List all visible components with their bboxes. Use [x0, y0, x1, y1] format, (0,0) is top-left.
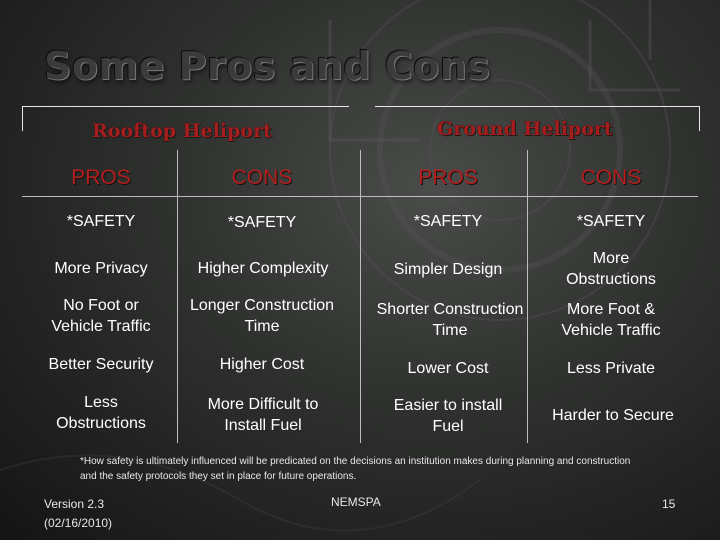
header-divider: [22, 196, 698, 197]
organization-label: NEMSPA: [331, 495, 381, 509]
table-cell: Harder to Secure: [552, 407, 674, 424]
table-cell: Simpler Design: [393, 261, 503, 278]
ground-pros-header: PROS: [418, 166, 478, 189]
table-cell: Lower Cost: [407, 360, 489, 377]
table-cell: Easier to install Fuel: [393, 397, 503, 435]
table-cell: Less Obstructions: [56, 394, 146, 432]
rooftop-heliport-heading: Rooftop Heliport: [92, 120, 272, 142]
table-cell: More Foot & Vehicle Traffic: [561, 301, 661, 339]
table-cell: *SAFETY: [413, 213, 483, 230]
ground-cons-header: CONS: [580, 166, 642, 189]
column-divider: [360, 150, 361, 443]
rooftop-cons-header: CONS: [231, 166, 293, 189]
slide-title: Some Pros and Cons: [44, 44, 491, 88]
table-cell: Shorter Construction Time: [376, 301, 524, 339]
table-cell: *SAFETY: [576, 213, 646, 230]
table-cell: *SAFETY: [227, 214, 297, 231]
table-cell: More Obstructions: [566, 250, 656, 288]
version-date: (02/16/2010): [44, 516, 113, 530]
column-divider: [177, 150, 178, 443]
table-cell: Higher Cost: [219, 356, 305, 373]
table-cell: More Privacy: [54, 260, 148, 277]
column-divider: [527, 150, 528, 443]
table-cell: More Difficult to Install Fuel: [207, 396, 319, 434]
safety-footnote: *How safety is ultimately influenced will be predicated on the decisions an institution makes during planning and construction and the safety protocols they set in place for future operations.: [80, 456, 631, 482]
ground-heliport-heading: Ground Heliport: [437, 118, 613, 140]
slide-number: 15: [662, 497, 676, 511]
table-cell: Longer Construction Time: [189, 297, 335, 335]
table-cell: Higher Complexity: [197, 260, 329, 277]
table-cell: Better Security: [48, 356, 154, 373]
table-cell: *SAFETY: [66, 213, 136, 230]
version-label: Version 2.3: [44, 497, 105, 511]
rooftop-pros-header: PROS: [71, 166, 131, 189]
table-cell: No Foot or Vehicle Traffic: [51, 297, 151, 335]
version-info: [44, 495, 112, 533]
table-cell: Less Private: [566, 360, 656, 377]
